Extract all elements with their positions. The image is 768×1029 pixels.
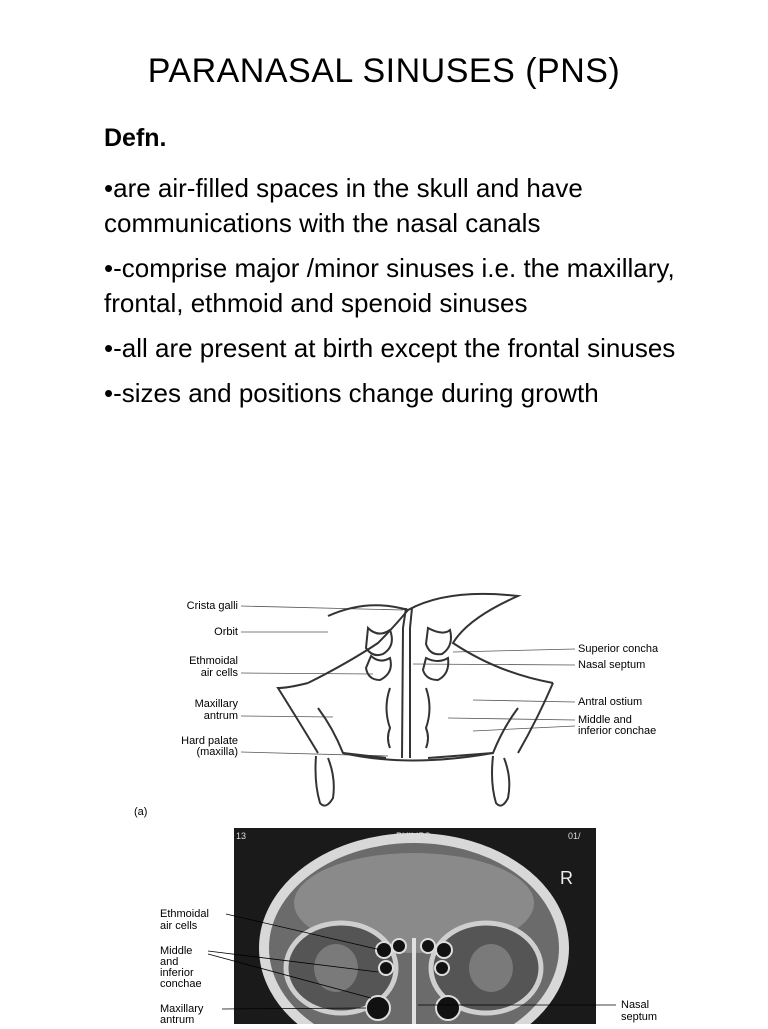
ct-corner-left: 13 bbox=[236, 831, 247, 841]
ct-label-middle-4: conchae bbox=[160, 978, 202, 990]
label-middle-inferior-2: inferior conchae bbox=[578, 725, 657, 737]
bullet-sizes-positions: •-sizes and positions change during growth bbox=[104, 378, 599, 408]
ct-scan-figure bbox=[156, 828, 696, 1024]
bullet-present-at-birth: •-all are present at birth except the frontal sinuses bbox=[104, 333, 676, 363]
label-maxillary-2: antrum bbox=[203, 710, 238, 722]
label-middle-inferior-1: Middle and bbox=[578, 714, 632, 726]
ct-label-ethmoidal-1: Ethmoidal bbox=[160, 908, 209, 920]
label-antral-ostium: Antral ostium bbox=[578, 696, 643, 708]
ct-label-nasal-1: Nasal bbox=[621, 999, 650, 1011]
ct-label-middle-1: Middle bbox=[160, 945, 193, 957]
ct-brand: PHILIPS bbox=[396, 831, 431, 841]
sinus-line-diagram bbox=[128, 588, 708, 828]
label-hard-palate-2: (maxilla) bbox=[196, 746, 238, 758]
bullet-air-filled: •are air-filled spaces in the skull and have communications with the nasal canals bbox=[104, 173, 583, 238]
label-nasal-septum: Nasal septum bbox=[578, 659, 646, 671]
defn-heading: Defn. bbox=[104, 124, 167, 152]
bullet-major-minor: •-comprise major /minor sinuses i.e. the maxillary, frontal, ethmoid and spenoid sinuses bbox=[104, 253, 675, 318]
ct-label-middle-3: inferior bbox=[160, 967, 194, 979]
definition-section bbox=[104, 124, 704, 421]
skull-outline-drawing bbox=[278, 594, 553, 806]
label-ethmoidal-2: air cells bbox=[200, 667, 238, 679]
ct-orientation-marker: R bbox=[560, 868, 573, 888]
ct-corner-right: 01/ bbox=[568, 831, 581, 841]
label-ethmoidal-1: Ethmoidal bbox=[189, 655, 238, 667]
ct-label-maxillary-1: Maxillary bbox=[160, 1003, 204, 1015]
ct-label-middle-2: and bbox=[160, 956, 179, 968]
label-superior-concha: Superior concha bbox=[578, 643, 659, 655]
ct-label-maxillary-2: antrum bbox=[160, 1014, 195, 1024]
label-maxillary-1: Maxillary bbox=[194, 698, 238, 710]
ct-label-ethmoidal-2: air cells bbox=[160, 920, 198, 932]
label-crista-galli: Crista galli bbox=[186, 600, 238, 612]
label-orbit: Orbit bbox=[214, 626, 238, 638]
slide-title: PARANASAL SINUSES (PNS) bbox=[147, 52, 621, 90]
ct-label-nasal-2: septum bbox=[621, 1011, 658, 1023]
panel-label-a: (a) bbox=[134, 806, 148, 818]
label-hard-palate-1: Hard palate bbox=[181, 735, 238, 747]
